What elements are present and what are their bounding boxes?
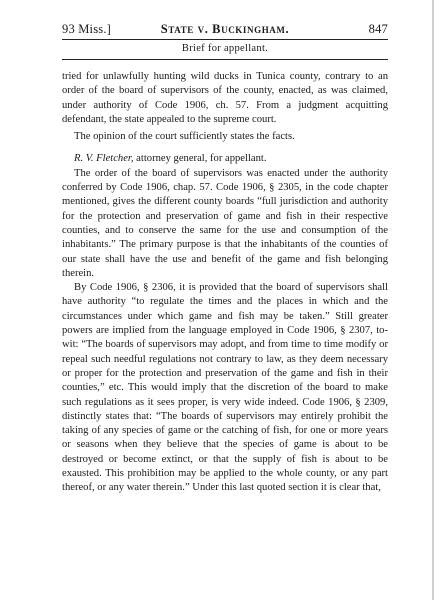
header-rule: [62, 39, 388, 40]
paragraph-2: The opinion of the court sufficiently states the facts.: [74, 131, 295, 143]
attorney-name: R. V. Fletcher,: [74, 153, 134, 165]
document-body: [62, 70, 388, 496]
paragraph-3: [62, 152, 388, 166]
section-subheader: Brief for appellant.: [181, 43, 269, 54]
paragraph-5: By Code 1906, § 2306, it is provided that the board of supervisors shall have authority “to regulate the times and the places in which and the circumstances under which game and fish may be taken.” Still greater powers are implied from the language employed in Code 1906, § 2307, to-wit: “The boards of supervisors may adopt, and from time to time modify or repeal such needful regulations not contrary to law, as they deem necessary or proper for the protection and preservation of the game and fish in their counties,” etc. This would imply that the discretion of the board to make such regulations as it sees proper, is very wide indeed. Code 1906, § 2309, distinctly states that: “The boards of supervisors may entirely prohibit the taking of any species of game or the catching of fish, for one or more years or seasons when they believe that the species of game is about to be destroyed or become extinct, or that the supply of fish is about to be exausted. This prohibition may be applied to the whole county, or any part thereof, or any water therein.” Under this last quoted section it is clear that,: [62, 282, 388, 494]
paragraph-1: tried for unlawfully hunting wild ducks in Tunica county, contrary to an order of the board of supervisors of the county, enacted, as was claimed, under authority of Code 1906, ch. 57. From a judgment acquitting defendant, the state appealed to the supreme court.: [62, 71, 388, 125]
attorney-role: attorney general, for appellant.: [133, 153, 267, 165]
running-header: [62, 22, 388, 38]
header-case-title: State v. Buckingham.: [160, 22, 290, 36]
subheader-rule: [62, 59, 388, 60]
paragraph-4: The order of the board of supervisors was enacted under the authority conferred by Code 1906, chap. 57. Code 1906, § 2305, in the code chapter mentioned, gives the different county boards “full jurisdiction and authority for the protection and preservation of game and fish in their respective counties, and to conserve the same for the use and consumption of the inhabitants.” The primary purpose is that the inhabitants of the counties of our state shall have the use and benefit of the game and fish belonging therein.: [62, 167, 388, 279]
header-page-number: 847: [368, 22, 388, 36]
header-volume: 93 Miss.]: [62, 22, 112, 36]
